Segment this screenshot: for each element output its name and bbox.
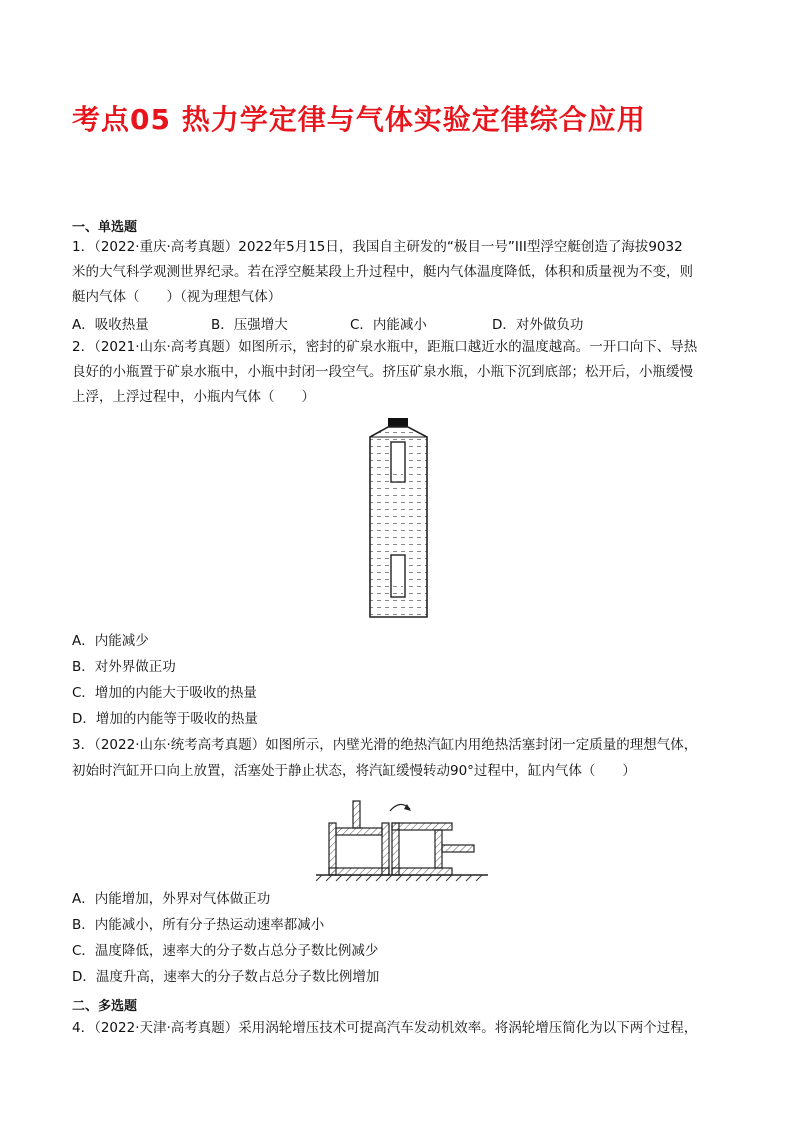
- q1-line-3: 艇内气体（ ）（视为理想气体）: [72, 289, 282, 305]
- q2-line-2: 良好的小瓶置于矿泉水瓶中，小瓶中封闭一段空气。挤压矿泉水瓶，小瓶下沉到底部；松开后，小瓶缓慢: [72, 364, 693, 380]
- q1-line-1: 1．（2022·重庆·高考真题）2022年5月15日，我国自主研发的“极目一号”III型浮空艇创造了海拔9032: [72, 239, 683, 255]
- q3-option-b: B．内能减小，所有分子热运动速率都减小: [72, 917, 325, 933]
- q1-option-d: D．对外做负功: [492, 317, 584, 333]
- q1-option-c: C．内能减小: [350, 317, 427, 333]
- q1-option-b: B．压强增大: [211, 317, 288, 333]
- q3-option-a: A．内能增加，外界对气体做正功: [72, 891, 271, 907]
- cylinder-figure: [312, 787, 492, 883]
- bottle-cap: [388, 418, 408, 427]
- q4-line-1: 4．（2022·天津·高考真题）采用涡轮增压技术可提高汽车发动机效率。将涡轮增压简化为以下两个过程，: [72, 1020, 698, 1036]
- q2-option-b: B．对外界做正功: [72, 659, 176, 675]
- q3-line-1: 3．（2022·山东·统考高考真题）如图所示，内壁光滑的绝热汽缸内用绝热活塞封闭一定质量的理想气体，: [72, 737, 698, 753]
- q3-option-d: D．温度升高，速率大的分子数占总分子数比例增加: [72, 969, 380, 985]
- section-heading-single: 一、单选题: [72, 220, 138, 235]
- page-title: 考点05 热力学定律与气体实验定律综合应用: [72, 103, 646, 136]
- q2-option-d: D．增加的内能等于吸收的热量: [72, 711, 258, 727]
- q2-option-a: A．内能减少: [72, 633, 149, 649]
- q3-line-2: 初始时汽缸开口向上放置，活塞处于静止状态，将汽缸缓慢转动90°过程中，缸内气体（ ）: [72, 763, 636, 779]
- q1-line-2: 米的大气科学观测世界纪录。若在浮空艇某段上升过程中，艇内气体温度降低，体积和质量视为不变，则: [72, 264, 693, 280]
- bottle-figure: [360, 415, 436, 620]
- section-heading-multi: 二、多选题: [72, 999, 138, 1014]
- q1-options: [72, 313, 583, 333]
- q3-option-c: C．温度降低，速率大的分子数占总分子数比例减少: [72, 943, 379, 959]
- q2-line-3: 上浮，上浮过程中，小瓶内气体（ ）: [72, 389, 315, 405]
- q2-option-c: C．增加的内能大于吸收的热量: [72, 685, 257, 701]
- q1-option-a: A．吸收热量: [72, 317, 149, 333]
- q2-line-1: 2．（2021·山东·高考真题）如图所示，密封的矿泉水瓶中，距瓶口越近水的温度越高。一开口向下、导热: [72, 339, 698, 355]
